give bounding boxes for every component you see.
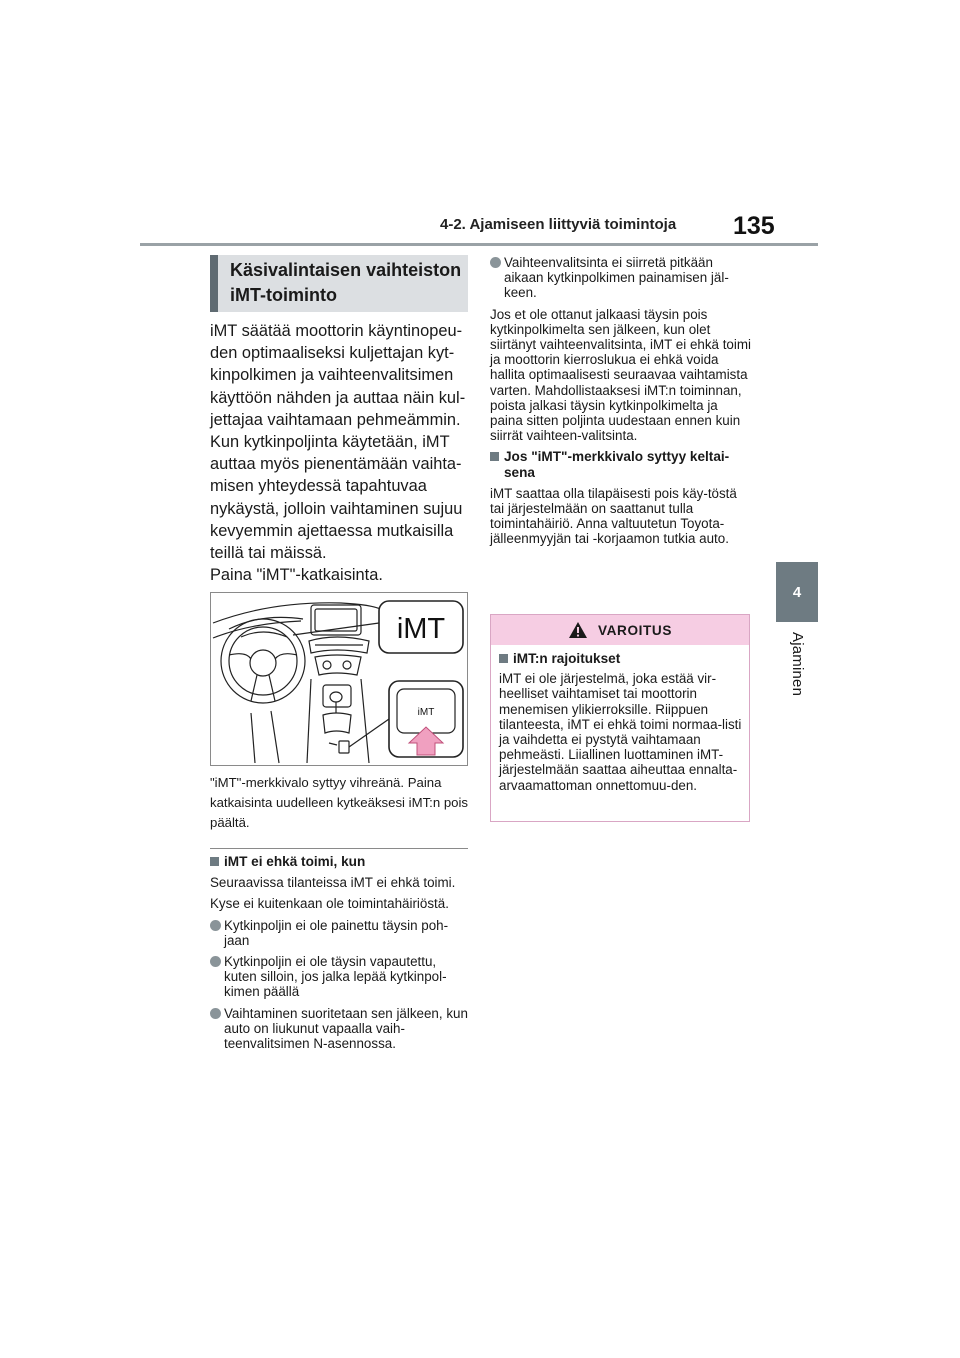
square-bullet-icon [499, 654, 508, 663]
circle-bullet-icon [210, 920, 221, 931]
dashboard-illustration [211, 593, 467, 765]
warning-text: iMT ei ole järjestelmä, joka estää vir-heelliset vaihtamiset tai moottorin menemisen ylikierroksille. Riippuen tilanteesta, iMT ei ehkä toimi normaa-listi ja vaihdetta ei pystytä vaihtamaan pehmeästi. Liiallinen luottaminen iMT-järjestelmään saattaa aiheuttaa ennalta-arvaamattoman onnettomuu-den. [499, 671, 742, 793]
not-work-intro-1: Seuraavissa tilanteissa iMT ei ehkä toimi. [210, 875, 456, 891]
list-item: Vaihtaminen suoritetaan sen jälkeen, kun auto on liukunut vapaalla vaih-teenvalitsimen N-asennossa. [210, 1006, 472, 1052]
warning-triangle-icon [568, 621, 588, 639]
not-work-heading: iMT ei ehkä toimi, kun [210, 854, 472, 869]
not-work-intro-2: Kyse ei kuitenkaan ole toimintahäiriöstä. [210, 896, 449, 912]
indicator-heading: Jos "iMT"-merkkivalo syttyy keltai-sena [490, 449, 752, 479]
intro-instruction: Paina "iMT"-katkaisinta. [210, 566, 383, 585]
right-column [490, 255, 752, 553]
heading-line-2: iMT-toiminto [230, 285, 337, 305]
figure-caption: "iMT"-merkkivalo syttyy vihreänä. Paina katkaisinta uudelleen kytkeäksesi iMT:n pois päältä. [210, 775, 469, 830]
heading-line-1: Käsivalintaisen vaihteiston [230, 260, 462, 280]
dashboard-figure [210, 592, 468, 766]
warning-header [491, 615, 749, 645]
page-number: 135 [733, 212, 775, 240]
separator [210, 848, 468, 849]
not-work-section [210, 854, 472, 1057]
callout-label-small: iMT [417, 707, 435, 718]
intro-text [210, 320, 472, 586]
warning-box [490, 614, 750, 822]
warning-label: VAROITUS [597, 622, 673, 638]
square-bullet-icon [490, 452, 499, 461]
intro-paragraph: iMT säätää moottorin käyntinopeu-den optimaaliseksi kuljettajan kyt-kinpolkimen ja vaihteenvalitsimen käyttöön nähden ja auttaa näin kul-jettajaa vaihtamaan pehmeämmin. Kun kytkinpoljinta käytetään, iMT auttaa myös pienentämään vaihta-misen yhteydessä tapahtuvaa nykäystä, jolloin vaihtaminen sujuu kevyemmin ajettaessa mutkaisilla teillä tai mäissä. [210, 322, 466, 563]
list-item: Vaihteenvalitsinta ei siirretä pitkään aikaan kytkinpolkimen painamisen jäl-keen. [490, 255, 752, 301]
indicator-text: iMT saattaa olla tilapäisesti pois käy-töstä tai järjestelmään on saattanut tulla toimintahäiriö. Anna valtuutetun Toyota-jälleenmyyjän tai -korjaamon tutkia auto. [490, 485, 737, 547]
list-item: Kytkinpoljin ei ole täysin vapautettu, kuten silloin, jos jalka lepää kytkinpol-kimen päällä [210, 954, 472, 1000]
section-title: 4-2. Ajamiseen liittyviä toimintoja [440, 216, 677, 233]
chapter-label: Ajaminen [789, 632, 806, 697]
chapter-tab: 4 [776, 562, 818, 622]
warning-heading: iMT:n rajoitukset [499, 651, 743, 666]
circle-bullet-icon [210, 956, 221, 967]
square-bullet-icon [210, 857, 219, 866]
warning-body [499, 651, 743, 798]
circle-bullet-icon [490, 257, 501, 268]
circle-bullet-icon [210, 1008, 221, 1019]
section-heading-box [210, 255, 468, 312]
header-rule [140, 243, 818, 246]
right-paragraph: Jos et ole ottanut jalkaasi täysin pois kytkinpolkimelta sen jälkeen, kun olet siirtänyt vaihteenvalitsinta, iMT ei ehkä toimi ja moottorin kierroslukua ei ehkä voida hallita optimaalisesti seuraavaa vaihtamista varten. Mahdollistaaksesi iMT:n toiminnan, poista jalkasi täysin kytkinpolkimelta ja paina sitten poljinta uudestaan ennen kuin siirrät vaihteen-valitsinta. [490, 306, 751, 444]
list-item: Kytkinpoljin ei ole painettu täysin poh-jaan [210, 918, 472, 948]
callout-label-large: iMT [396, 613, 446, 645]
